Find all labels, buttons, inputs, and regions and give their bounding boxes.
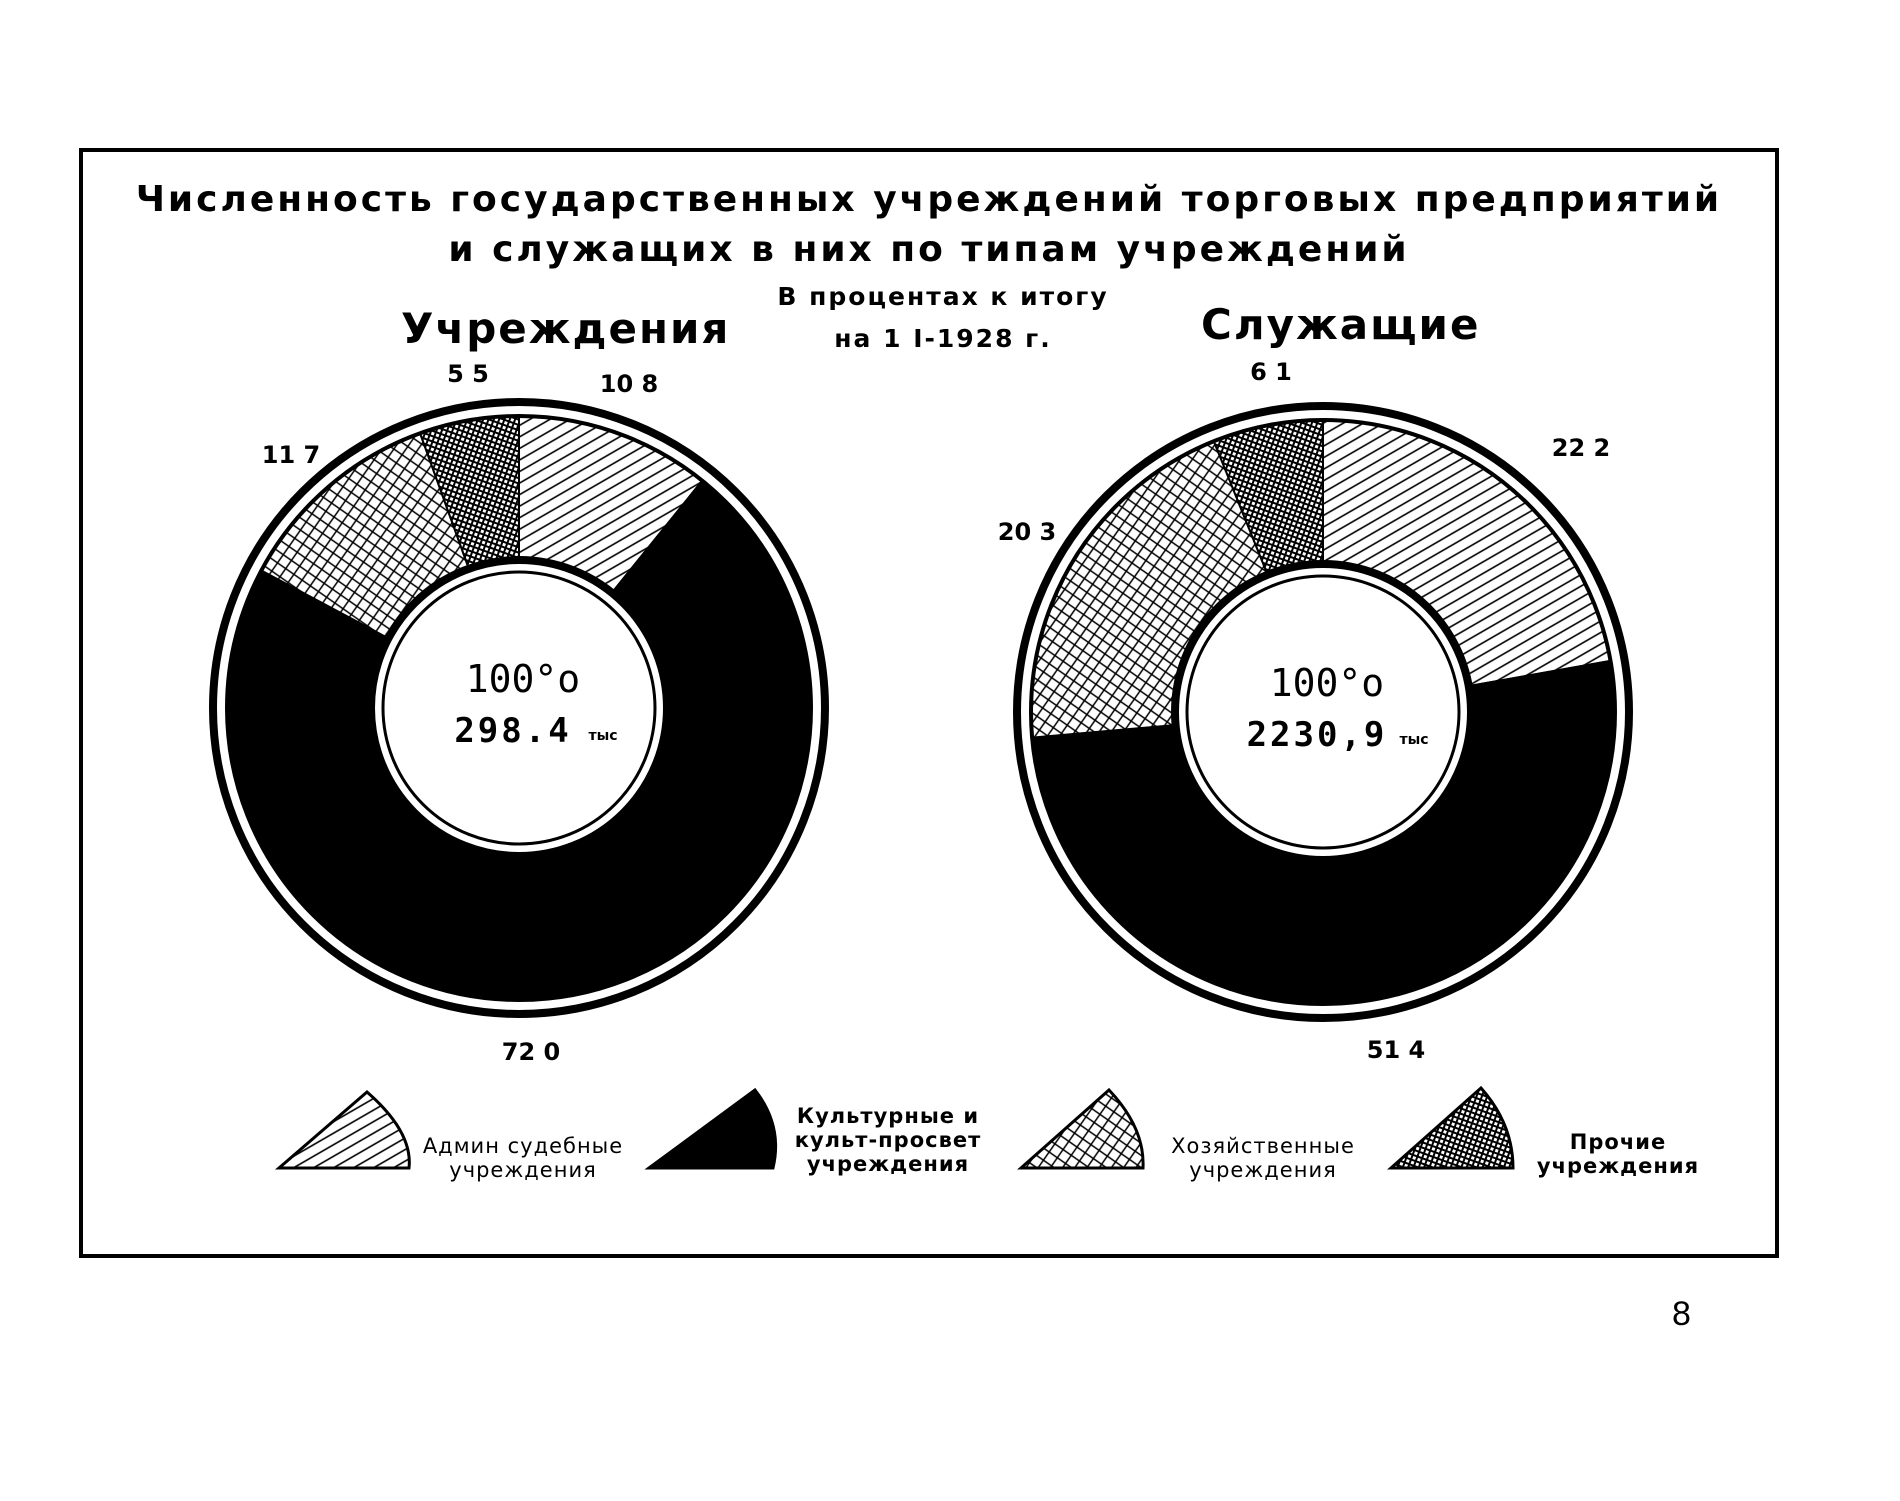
legend-swatch-economic bbox=[1021, 1090, 1143, 1168]
left-label-other: 5 5 bbox=[447, 360, 489, 388]
legend-label-other: Прочие учреждения bbox=[1536, 1130, 1700, 1178]
chart-subtitle-line2: на 1 I-1928 г. bbox=[834, 324, 1052, 353]
left-center-hole bbox=[371, 560, 667, 856]
right-label-admin: 22 2 bbox=[1551, 434, 1611, 462]
donut-charts bbox=[83, 152, 1775, 1254]
right-label-other: 6 1 bbox=[1250, 358, 1292, 386]
left-chart-title: Учреждения bbox=[401, 304, 731, 353]
legend-label-admin: Админ судебные учреждения bbox=[422, 1134, 624, 1182]
left-center-total: 298.4 bbox=[454, 711, 572, 751]
right-donut bbox=[1017, 406, 1629, 1018]
left-label-economic: 11 7 bbox=[261, 441, 321, 469]
right-center-percent: 100°о bbox=[1269, 661, 1385, 705]
legend-swatch-culture bbox=[649, 1090, 776, 1168]
left-label-culture: 72 0 bbox=[501, 1038, 561, 1066]
right-label-culture: 51 4 bbox=[1366, 1036, 1426, 1064]
right-center-hole bbox=[1175, 564, 1471, 860]
legend-label-economic: Хозяйственные учреждения bbox=[1171, 1134, 1355, 1182]
left-center-percent: 100°о bbox=[465, 657, 581, 701]
legend-swatch-admin bbox=[279, 1092, 409, 1168]
left-label-admin: 10 8 bbox=[599, 370, 659, 398]
legend-swatch-other bbox=[1391, 1088, 1513, 1168]
left-donut bbox=[213, 402, 825, 1014]
right-label-economic: 20 3 bbox=[997, 518, 1057, 546]
right-center-unit: тыс bbox=[1399, 732, 1429, 748]
chart-main-title-line2: и служащих в них по типам учреждений bbox=[448, 229, 1410, 270]
right-chart-title: Служащие bbox=[1201, 300, 1481, 349]
page-number: 8 bbox=[1672, 1295, 1691, 1333]
right-center-total: 2230,9 bbox=[1246, 715, 1388, 755]
left-center-unit: тыс bbox=[588, 728, 618, 744]
chart-subtitle-line1: В процентах к итогу bbox=[777, 282, 1109, 311]
chart-frame bbox=[79, 148, 1779, 1258]
legend-label-culture: Культурные и культ-просвет учреждения bbox=[794, 1104, 982, 1176]
chart-main-title-line1: Численность государственных учреждений торговых предприятий bbox=[135, 179, 1723, 220]
